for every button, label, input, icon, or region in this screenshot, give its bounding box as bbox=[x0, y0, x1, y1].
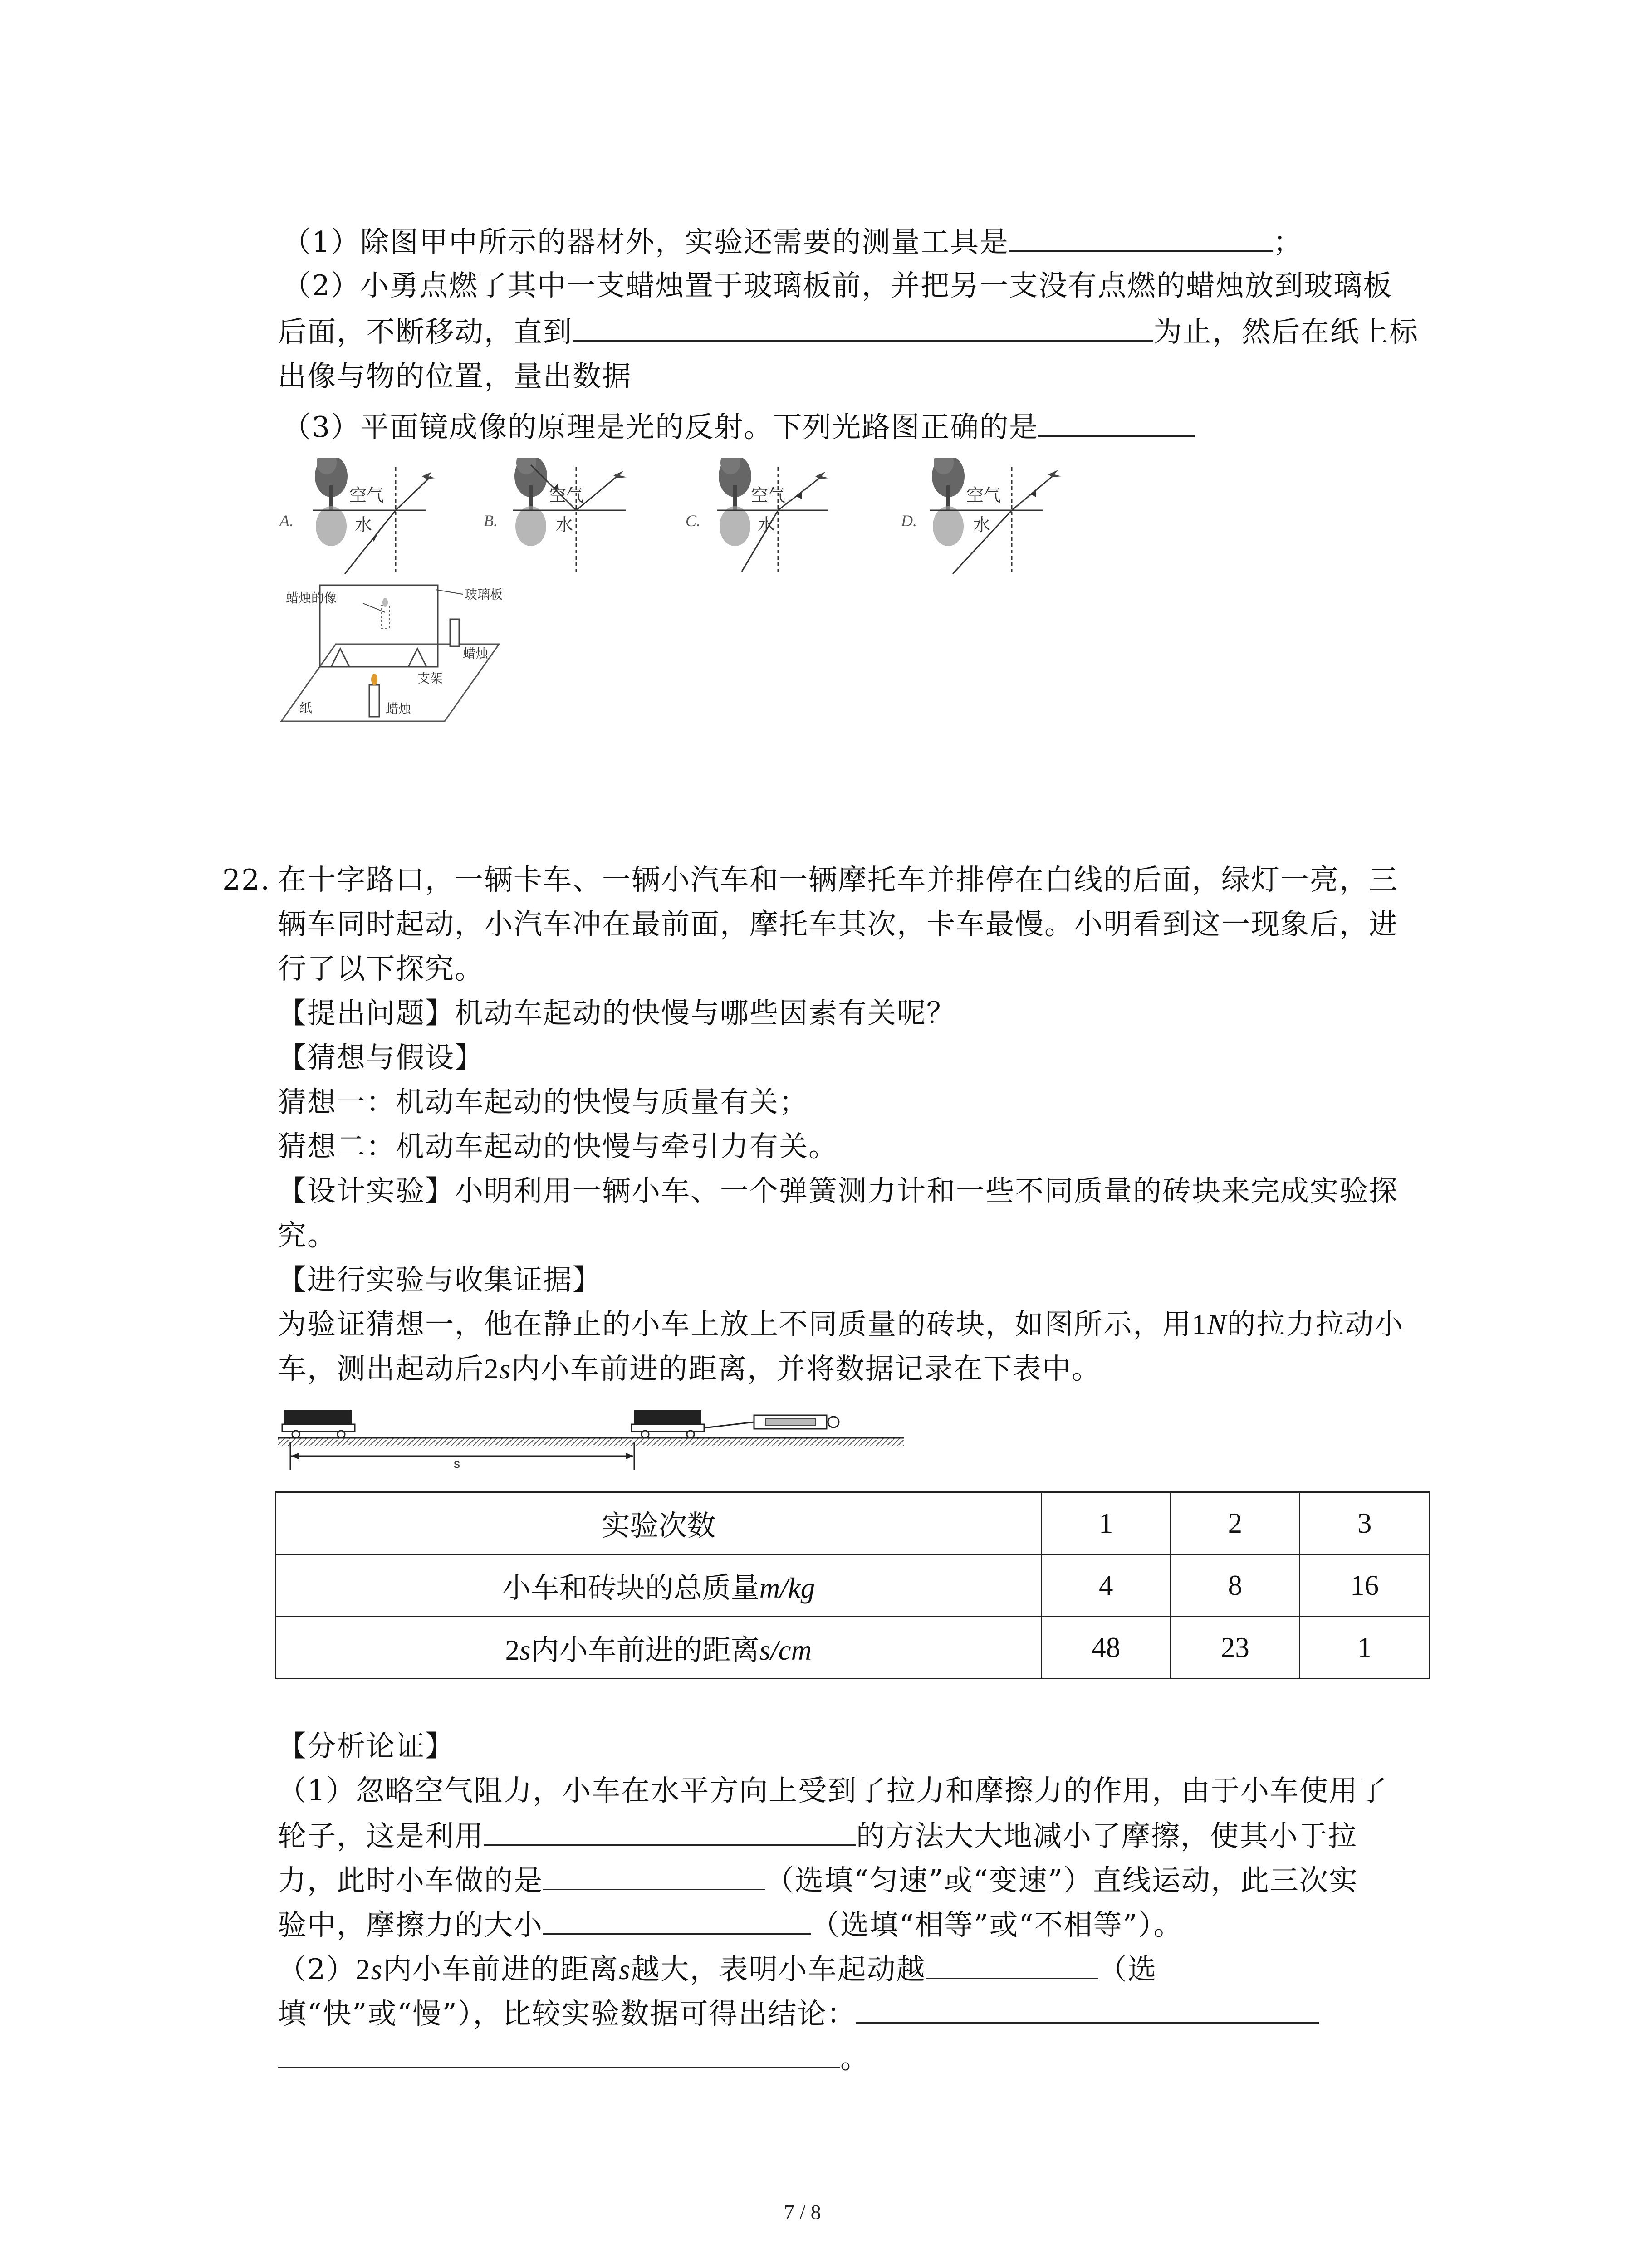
table-cell: 16 bbox=[1300, 1554, 1430, 1617]
option-c-air: 空气 bbox=[751, 486, 786, 505]
option-b-air: 空气 bbox=[549, 486, 584, 505]
option-d-letter: D. bbox=[901, 512, 917, 530]
q21-item2-line1: （2）小勇点燃了其中一支蜡烛置于玻璃板前，并把另一支没有点燃的蜡烛放到玻璃板 bbox=[282, 269, 1393, 302]
page-number: 7 / 8 bbox=[784, 2200, 821, 2224]
light-path-options-figure bbox=[277, 458, 1193, 576]
table-header-cell: 2 bbox=[1171, 1492, 1300, 1554]
option-d-diagram[interactable] bbox=[901, 458, 1062, 574]
option-b-letter: B. bbox=[484, 512, 498, 530]
distance-label-s: s bbox=[454, 1457, 460, 1470]
answer-blank[interactable] bbox=[926, 1950, 1098, 1979]
q22-design-line1: 【设计实验】小明利用一辆小车、一个弹簧测力计和一些不同质量的砖块来完成实验探 bbox=[278, 1174, 1398, 1207]
table-row-label: 小车和砖块的总质量m/kg bbox=[276, 1554, 1042, 1617]
table-cell: 8 bbox=[1171, 1554, 1300, 1617]
label-candle-back: 蜡烛 bbox=[463, 646, 489, 660]
experiment-data-table bbox=[275, 1491, 1430, 1679]
q22-intro-line1: 在十字路口，一辆卡车、一辆小汽车和一辆摩托车并排停在白线的后面，绿灯一亮，三 bbox=[278, 863, 1398, 896]
q22-analysis-2-line3: 。 bbox=[278, 2039, 870, 2077]
option-a-letter: A. bbox=[279, 512, 294, 530]
label-glass-plate: 玻璃板 bbox=[465, 587, 503, 601]
option-b-water: 水 bbox=[556, 516, 573, 535]
q21-item2-line3: 出像与物的位置，量出数据 bbox=[278, 360, 632, 393]
q22-analysis-1-line2: 轮子，这是利用 的方法大大地减小了摩擦，使其小于拉 bbox=[278, 1817, 1357, 1854]
q21-item2-line2: 后面，不断移动，直到 为止，然后在纸上标 bbox=[278, 313, 1419, 350]
q22-hypothesis-2: 猜想二：机动车起动的快慢与牵引力有关。 bbox=[278, 1130, 838, 1163]
q22-analysis-title: 【分析论证】 bbox=[278, 1730, 455, 1763]
answer-blank[interactable] bbox=[573, 313, 1153, 342]
option-c-letter: C. bbox=[686, 512, 701, 530]
option-a-water: 水 bbox=[355, 516, 372, 535]
table-cell: 23 bbox=[1171, 1617, 1300, 1679]
q22-design-line2: 究。 bbox=[278, 1219, 337, 1252]
option-d-air: 空气 bbox=[966, 486, 1001, 505]
table-header-cell: 3 bbox=[1300, 1492, 1430, 1554]
answer-blank[interactable] bbox=[543, 1862, 765, 1890]
q22-analysis-1-line1: （1）忽略空气阻力，小车在水平方向上受到了拉力和摩擦力的作用，由于小车使用了 bbox=[278, 1774, 1388, 1807]
q22-verify-line2: 车，测出起动后2s内小车前进的距离，并将数据记录在下表中。 bbox=[278, 1352, 1102, 1385]
option-c-water: 水 bbox=[758, 516, 775, 535]
q22-collect-title: 【进行实验与收集证据】 bbox=[278, 1263, 602, 1296]
table-row-label: 2s内小车前进的距离s/cm bbox=[276, 1617, 1042, 1679]
answer-blank[interactable] bbox=[1009, 223, 1273, 252]
q22-intro-line3: 行了以下探究。 bbox=[278, 952, 484, 985]
option-d-water: 水 bbox=[973, 516, 991, 535]
q22-intro-line2: 辆车同时起动，小汽车冲在最前面，摩托车其次，卡车最慢。小明看到这一现象后，进 bbox=[278, 908, 1398, 941]
q22-analysis-2-line2: 填“快”或“慢”），比较实验数据可得出结论： bbox=[278, 1995, 1319, 2032]
label-paper: 纸 bbox=[299, 701, 313, 715]
answer-blank[interactable] bbox=[543, 1906, 811, 1935]
table-header-cell: 1 bbox=[1041, 1492, 1171, 1554]
cart-experiment-figure bbox=[278, 1402, 913, 1470]
label-stand: 支架 bbox=[417, 671, 443, 685]
option-c-diagram[interactable] bbox=[686, 458, 829, 572]
label-candle-front: 蜡烛 bbox=[386, 702, 411, 716]
q22-analysis-2-line1: （2）2s内小车前进的距离s越大，表明小车起动越 （选 bbox=[278, 1950, 1157, 1988]
q22-analysis-1-line3: 力，此时小车做的是 （选填“匀速”或“变速”）直线运动，此三次实 bbox=[278, 1862, 1358, 1899]
answer-blank[interactable] bbox=[484, 1817, 856, 1846]
table-row-mass bbox=[276, 1554, 1430, 1617]
table-cell: 48 bbox=[1041, 1617, 1171, 1679]
label-candle-image: 蜡烛的像 bbox=[286, 591, 337, 605]
answer-blank[interactable] bbox=[1038, 408, 1195, 437]
option-a-diagram[interactable] bbox=[279, 458, 436, 574]
q21-item3: （3）平面镜成像的原理是光的反射。下列光路图正确的是 bbox=[282, 408, 1195, 445]
q22-analysis-1-line4: 验中，摩擦力的大小 （选填“相等”或“不相等”）。 bbox=[278, 1906, 1183, 1943]
answer-blank[interactable] bbox=[278, 2039, 840, 2068]
q22-verify-line1: 为验证猜想一，他在静止的小车上放上不同质量的砖块，如图所示，用1N的拉力拉动小 bbox=[278, 1308, 1404, 1341]
table-header-cell: 实验次数 bbox=[276, 1492, 1042, 1554]
option-a-air: 空气 bbox=[349, 486, 384, 505]
q22-hypothesis-title: 【猜想与假设】 bbox=[278, 1041, 484, 1074]
q21-item1: （1）除图甲中所示的器材外，实验还需要的测量工具是 ； bbox=[282, 223, 1303, 260]
option-b-diagram[interactable] bbox=[484, 458, 627, 572]
q22-question: 【提出问题】机动车起动的快慢与哪些因素有关呢？ bbox=[278, 997, 956, 1030]
question-number: 22. bbox=[222, 863, 271, 896]
table-row-distance bbox=[276, 1617, 1430, 1679]
table-cell: 1 bbox=[1300, 1617, 1430, 1679]
q22-hypothesis-1: 猜想一：机动车起动的快慢与质量有关； bbox=[278, 1085, 808, 1119]
table-cell: 4 bbox=[1041, 1554, 1171, 1617]
plane-mirror-setup-figure bbox=[272, 581, 508, 730]
answer-blank[interactable] bbox=[856, 1995, 1319, 2024]
table-header-row bbox=[276, 1492, 1430, 1554]
